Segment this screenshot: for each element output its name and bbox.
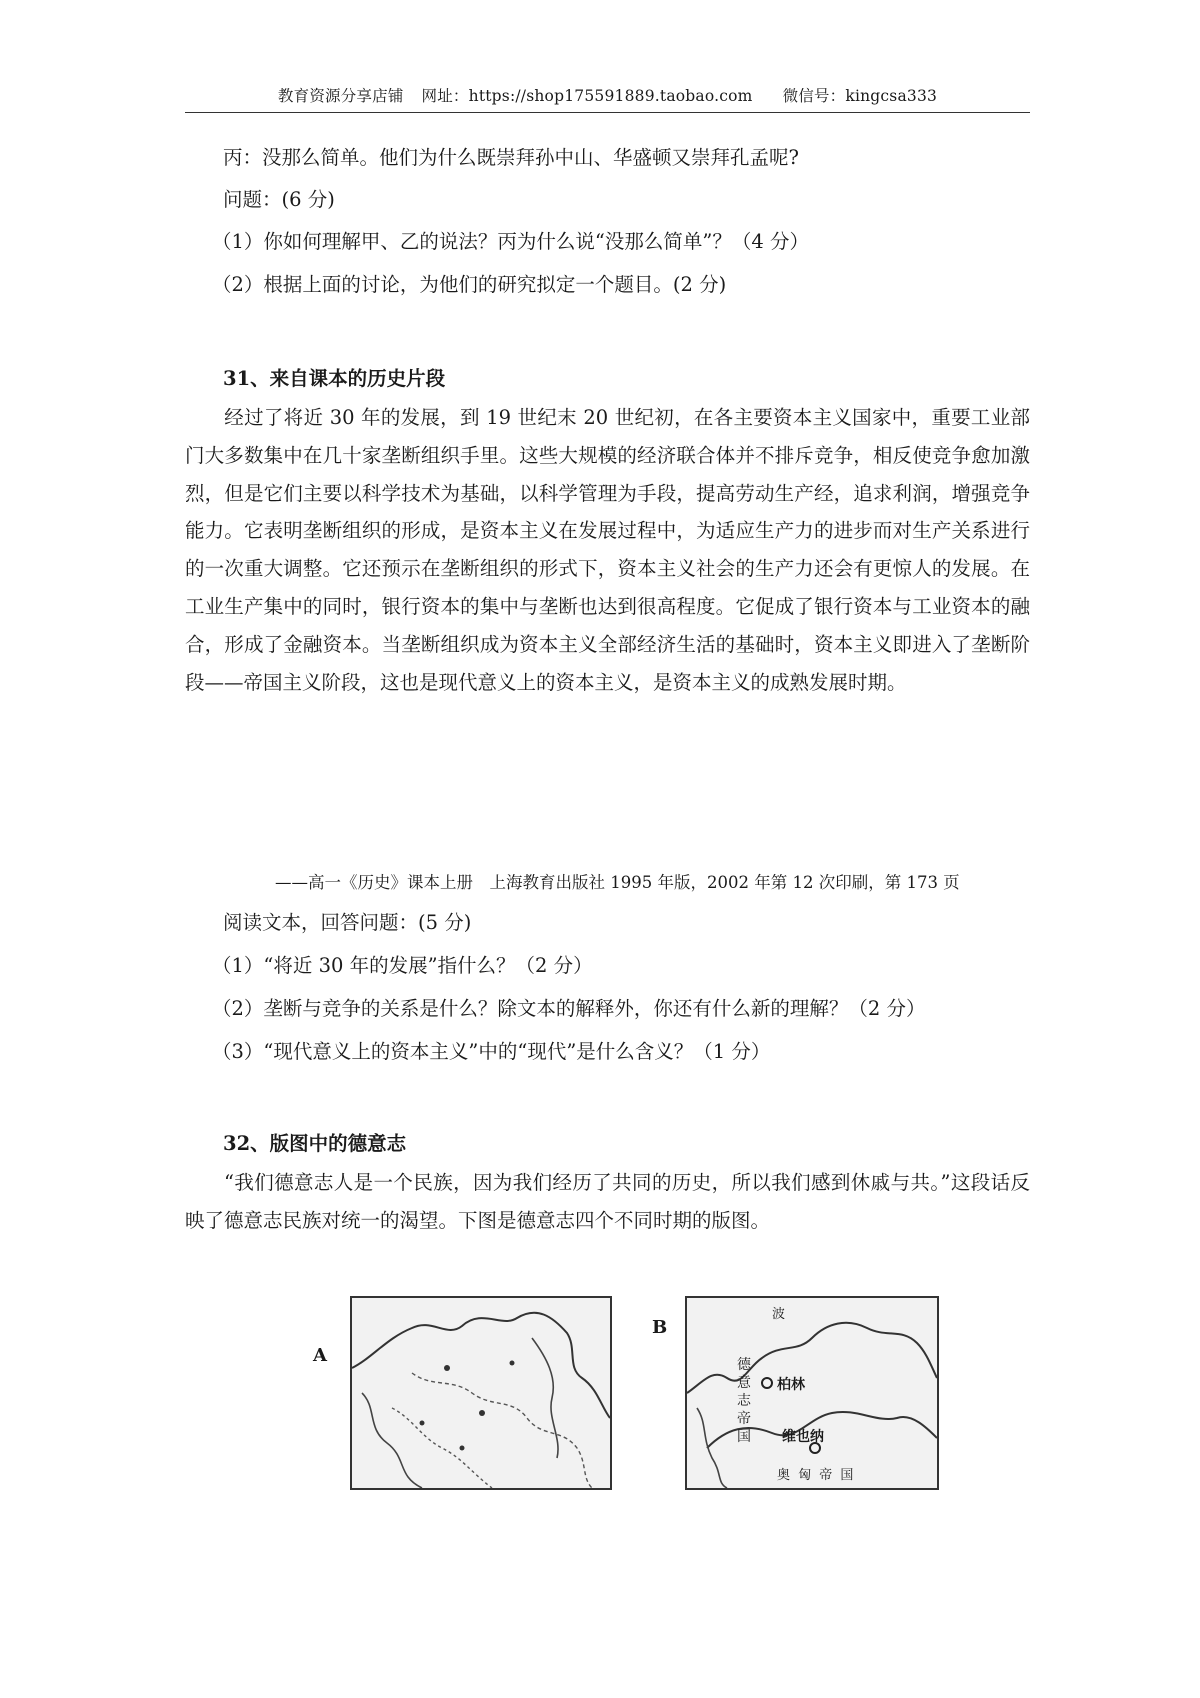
map-b-empire-char: 帝: [737, 1411, 751, 1427]
map-a-drawing: [352, 1298, 610, 1488]
q32-body-text: “我们德意志人是一个民族，因为我们经历了共同的历史，所以我们感到休戚与共。”这段话反映了德意志民族对统一的渴望。下图是德意志四个不同时期的版图。: [185, 1171, 1030, 1232]
map-b-label: B: [652, 1317, 668, 1338]
q31-subquestion-2: （2）垄断与竞争的关系是什么？除文本的解释外，你还有什么新的理解？（2 分）: [212, 997, 926, 1020]
map-b-drawing: [687, 1298, 937, 1488]
map-b-empire-char: 意: [737, 1375, 751, 1391]
shop-name: 教育资源分享店铺: [277, 87, 404, 105]
map-b: [685, 1296, 939, 1490]
map-b-austria-hungary: 奥 匈 帝 国: [777, 1468, 856, 1483]
map-b-top-text: 波: [772, 1307, 786, 1322]
q30-subquestion-2: （2）根据上面的讨论，为他们的研究拟定一个题目。(2 分): [212, 273, 727, 296]
q31-subquestion-1: （1）“将近 30 年的发展”指什么？（2 分）: [212, 954, 593, 977]
bing-statement: 丙：没那么简单。他们为什么既崇拜孙中山、华盛顿又崇拜孔孟呢?: [223, 146, 799, 169]
map-b-empire-char: 志: [737, 1393, 751, 1409]
q31-body: [185, 399, 1030, 701]
shop-url: 网址：https://shop175591889.taobao.com: [421, 87, 753, 105]
q30-question-head: 问题：(6 分): [223, 188, 335, 211]
map-b-vienna: 维也纳: [782, 1429, 824, 1445]
q31-subquestion-3: （3）“现代意义上的资本主义”中的“现代”是什么含义？（1 分）: [212, 1040, 771, 1063]
q31-title: 31、来自课本的历史片段: [223, 367, 446, 390]
q30-subquestion-1: （1）你如何理解甲、乙的说法？丙为什么说“没那么简单”？（4 分）: [212, 230, 809, 253]
q31-source: ——高一《历史》课本上册 上海教育出版社 1995 年版，2002 年第 12 次印刷，第 173 页: [275, 873, 960, 892]
wechat-id: 微信号：kingcsa333: [782, 87, 938, 105]
map-b-empire-char: 国: [737, 1429, 751, 1445]
page-header: [185, 84, 1030, 113]
map-b-berlin: 柏林: [777, 1377, 805, 1393]
map-a: [350, 1296, 612, 1490]
q31-question-head: 阅读文本，回答问题：(5 分): [223, 911, 472, 934]
q31-body-text: 经过了将近 30 年的发展，到 19 世纪末 20 世纪初，在各主要资本主义国家中，重要工业部门大多数集中在几十家垄断组织手里。这些大规模的经济联合体并不排斥竞争，相反使竞争愈加激烈，但是它们主要以科学技术为基础，以科学管理为手段，提高劳动生产经，追求利润，增强竞争能力。它表明垄断组织的形成，是资本主义在发展过程中，为适应生产力的进步而对生产关系进行的一次重大调整。它还预示在垄断组织的形式下，资本主义社会的生产力还会有更惊人的发展。在工业生产集中的同时，银行资本的集中与垄断也达到很高程度。它促成了银行资本与工业资本的融合，形成了金融资本。当垄断组织成为资本主义全部经济生活的基础时，资本主义即进入了垄断阶段——帝国主义阶段，这也是现代意义上的资本主义，是资本主义的成熟发展时期。: [185, 406, 1030, 694]
q32-title: 32、版图中的德意志: [223, 1132, 407, 1155]
map-b-empire-label: [737, 1356, 755, 1446]
map-a-label: A: [313, 1345, 327, 1366]
map-b-empire-char: 德: [737, 1357, 751, 1373]
q32-body: [185, 1164, 1030, 1240]
